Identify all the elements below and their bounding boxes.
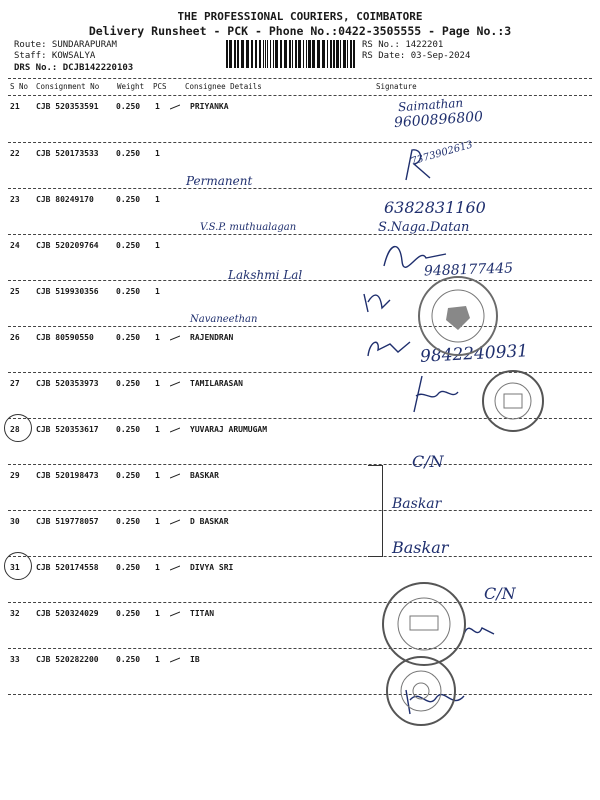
handwritten-signature: Saimathan (397, 95, 464, 115)
row-sno: 21 (10, 102, 20, 111)
row-pcs: 1 (155, 149, 160, 158)
row-divider (8, 694, 592, 695)
col-consignee: Consignee Details (185, 82, 262, 91)
row-weight: 0.250 (116, 517, 141, 526)
handwritten-signature: Baskar (392, 538, 449, 557)
row-consignee: DIVYA SRI (190, 563, 234, 572)
row-sno: 24 (10, 241, 20, 250)
col-consignment: Consignment No (36, 82, 100, 91)
row-sno: 23 (10, 195, 20, 204)
row-consignment: CJB 80249170 (36, 195, 94, 204)
pen-bracket-mark (368, 465, 383, 557)
row-sno: 33 (10, 655, 20, 664)
header-top-rule (8, 78, 592, 79)
signature-scribble (460, 614, 500, 644)
row-sno: 28 (10, 425, 20, 434)
tick-mark-icon (170, 519, 180, 525)
tick-mark-icon (170, 657, 180, 663)
table-row (0, 649, 600, 695)
signature-scribble (400, 144, 440, 184)
row-sno: 25 (10, 287, 20, 296)
company-seal-stamp (382, 582, 466, 666)
table-row (0, 189, 600, 235)
row-consignee: PRIYANKA (190, 102, 229, 111)
handwritten-note: Lakshmi Lal (228, 268, 303, 282)
row-pcs: 1 (155, 241, 160, 250)
row-pcs: 1 (155, 655, 160, 664)
row-weight: 0.250 (116, 241, 141, 250)
handwritten-signature: 7373902613 (409, 139, 474, 168)
col-signature: Signature (376, 82, 417, 91)
tick-mark-icon (170, 473, 180, 479)
row-weight: 0.250 (116, 609, 141, 618)
row-consignee: TAMILARASAN (190, 379, 243, 388)
drs-number: DRS No.: DCJB142220103 (14, 63, 134, 73)
row-sno: 31 (10, 563, 20, 572)
row-consignment: CJB 520209764 (36, 241, 99, 250)
row-consignment: CJB 520173533 (36, 149, 99, 158)
row-weight: 0.250 (116, 563, 141, 572)
row-consignee: D BASKAR (190, 517, 229, 526)
pen-circle-mark (4, 552, 32, 580)
signature-scribble (360, 288, 400, 318)
tick-mark-icon (170, 381, 180, 387)
col-weight: Weight (117, 82, 145, 91)
row-weight: 0.250 (116, 425, 141, 434)
tick-mark-icon (170, 335, 180, 341)
tick-mark-icon (170, 611, 180, 617)
bank-seal-stamp (386, 656, 456, 726)
hotel-seal-stamp (482, 370, 544, 432)
row-pcs: 1 (155, 333, 160, 342)
handwritten-phone: 9842240931 (419, 341, 529, 367)
row-consignee: TITAN (190, 609, 215, 618)
row-sno: 27 (10, 379, 20, 388)
handwritten-signature: Baskar (392, 496, 442, 512)
handwritten-phone: 6382831160 (384, 198, 486, 217)
company-seal-stamp (418, 276, 498, 356)
row-weight: 0.250 (116, 149, 141, 158)
col-pcs: PCS (153, 82, 167, 91)
barcode (226, 40, 358, 68)
handwritten-note: Permanent (186, 174, 253, 188)
row-sno: 32 (10, 609, 20, 618)
row-pcs: 1 (155, 425, 160, 434)
row-consignment: CJB 520324029 (36, 609, 99, 618)
row-sno: 30 (10, 517, 20, 526)
route-label: Route: SUNDARAPURAM (14, 40, 117, 50)
signature-scribble (402, 372, 462, 418)
company-title: THE PROFESSIONAL COURIERS, COIMBATORE (177, 10, 423, 23)
table-row (0, 281, 600, 327)
table-row (0, 465, 600, 511)
handwritten-cn: C/N (484, 584, 516, 603)
tick-mark-icon (170, 104, 180, 110)
row-sno: 22 (10, 149, 20, 158)
row-weight: 0.250 (116, 471, 141, 480)
row-sno: 29 (10, 471, 20, 480)
row-consignment: CJB 80590550 (36, 333, 94, 342)
seal-emblem-icon (420, 278, 496, 354)
row-weight: 0.250 (116, 195, 141, 204)
table-row (0, 511, 600, 557)
pen-circle-mark (4, 414, 32, 442)
row-consignee: YUVARAJ ARUMUGAM (190, 425, 268, 434)
signature-scribble (364, 334, 414, 364)
seal-ring-icon (484, 372, 542, 430)
table-row (0, 96, 600, 142)
row-pcs: 1 (155, 471, 160, 480)
handwritten-phone: 9600896800 (393, 108, 484, 132)
row-consignment: CJB 520198473 (36, 471, 99, 480)
table-row (0, 143, 600, 189)
row-pcs: 1 (155, 563, 160, 572)
rs-number: RS No.: 1422201 (362, 40, 444, 50)
handwritten-note: Navaneethan (190, 314, 258, 325)
row-pcs: 1 (155, 609, 160, 618)
handwritten-signature: S.Naga.Datan (378, 220, 470, 235)
row-weight: 0.250 (116, 333, 141, 342)
row-weight: 0.250 (116, 287, 141, 296)
handwritten-cn: C/N (412, 452, 444, 471)
row-weight: 0.250 (116, 379, 141, 388)
col-sno: S No (10, 82, 29, 91)
row-consignment: CJB 519778057 (36, 517, 99, 526)
row-consignment: CJB 520353617 (36, 425, 99, 434)
row-consignee: IB (190, 655, 200, 664)
row-consignee: RAJENDRAN (190, 333, 234, 342)
row-weight: 0.250 (116, 655, 141, 664)
row-consignee: BASKAR (190, 471, 219, 480)
handwritten-note: V.S.P. muthualagan (200, 222, 297, 233)
handwritten-phone: 9488177445 (423, 260, 514, 280)
row-weight: 0.250 (116, 102, 141, 111)
row-consignment: CJB 520282200 (36, 655, 99, 664)
runsheet-subtitle: Delivery Runsheet - PCK - Phone No.:0422-3505555 - Page No.:3 (88, 24, 512, 38)
row-pcs: 1 (155, 379, 160, 388)
rs-date: RS Date: 03-Sep-2024 (362, 51, 471, 61)
tick-mark-icon (170, 565, 180, 571)
row-pcs: 1 (155, 195, 160, 204)
seal-ring-icon (388, 658, 454, 724)
table-row (0, 603, 600, 649)
row-pcs: 1 (155, 287, 160, 296)
tick-mark-icon (170, 427, 180, 433)
staff-label: Staff: KOWSALYA (14, 51, 96, 61)
signature-scribble (380, 236, 450, 276)
row-pcs: 1 (155, 517, 160, 526)
seal-ring-icon (384, 584, 464, 664)
row-pcs: 1 (155, 102, 160, 111)
row-sno: 26 (10, 333, 20, 342)
row-consignment: CJB 520353973 (36, 379, 99, 388)
row-consignment: CJB 520353591 (36, 102, 99, 111)
row-consignment: CJB 520174558 (36, 563, 99, 572)
row-consignment: CJB 519930356 (36, 287, 99, 296)
